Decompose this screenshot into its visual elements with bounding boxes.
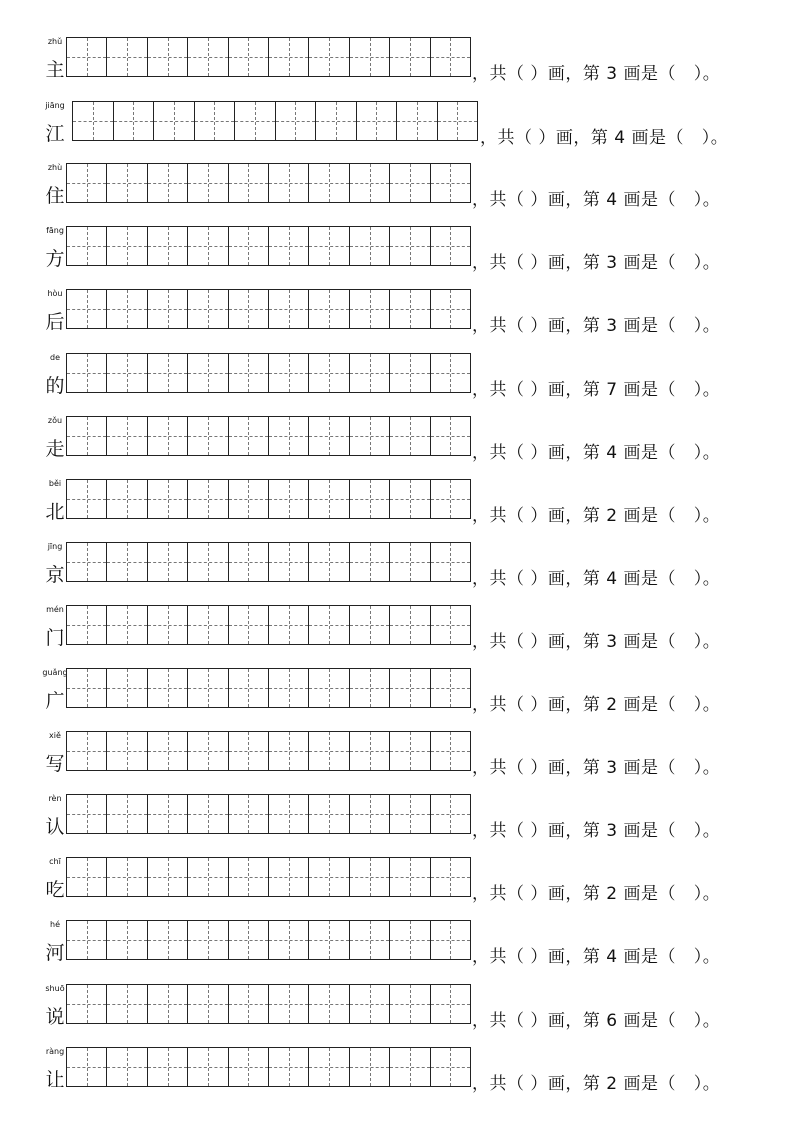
tian-grid-cell[interactable] <box>350 227 390 265</box>
tian-grid-cell[interactable] <box>269 858 309 896</box>
tian-grid-cell[interactable] <box>188 921 228 959</box>
tian-grid-cell[interactable] <box>269 795 309 833</box>
tian-grid-cell[interactable] <box>390 732 430 770</box>
hanzi-character: 门 <box>45 626 65 649</box>
tian-grid-cell[interactable] <box>390 227 430 265</box>
tian-grid-cell[interactable] <box>309 354 349 392</box>
tian-grid-cell[interactable] <box>316 102 357 140</box>
hanzi-character: 后 <box>45 311 65 334</box>
tian-grid-cell[interactable] <box>148 480 188 518</box>
tian-grid-cell[interactable] <box>67 543 107 581</box>
tian-grid-cell[interactable] <box>431 38 470 76</box>
tian-grid-cell[interactable] <box>229 858 269 896</box>
writing-grid <box>66 226 471 266</box>
pinyin-label: hòu <box>47 289 63 299</box>
tian-grid-cell[interactable] <box>148 164 188 202</box>
stroke-question: ，共（ ）画，第 2 画是（ ）。 <box>472 505 721 526</box>
tian-grid-cell[interactable] <box>229 543 269 581</box>
tian-grid-cell[interactable] <box>229 290 269 328</box>
tian-grid-cell[interactable] <box>269 417 309 455</box>
writing-grid <box>66 289 471 329</box>
tian-grid-cell[interactable] <box>188 858 228 896</box>
tian-grid-cell[interactable] <box>350 290 390 328</box>
tian-grid-cell[interactable] <box>188 290 228 328</box>
writing-grid <box>66 479 471 519</box>
tian-grid-cell[interactable] <box>148 543 188 581</box>
tian-grid-cell[interactable] <box>390 543 430 581</box>
tian-grid-cell[interactable] <box>309 543 349 581</box>
tian-grid-cell[interactable] <box>107 606 147 644</box>
practice-row <box>0 289 800 345</box>
tian-grid-cell[interactable] <box>107 1048 147 1086</box>
stroke-question: ，共（ ）画，第 7 画是（ ）。 <box>472 379 721 400</box>
tian-grid-cell[interactable] <box>431 354 470 392</box>
pinyin-label: běi <box>48 478 62 488</box>
writing-grid <box>66 1047 471 1087</box>
tian-grid-cell[interactable] <box>67 1048 107 1086</box>
pinyin-label: mén <box>46 604 64 614</box>
tian-grid-cell[interactable] <box>67 921 107 959</box>
tian-grid-cell[interactable] <box>107 417 147 455</box>
tian-grid-cell[interactable] <box>188 164 228 202</box>
tian-grid-cell[interactable] <box>390 921 430 959</box>
stroke-question: ，共（ ）画，第 3 画是（ ）。 <box>472 821 721 842</box>
tian-grid-cell[interactable] <box>350 921 390 959</box>
tian-grid-cell[interactable] <box>269 38 309 76</box>
practice-row <box>0 542 800 598</box>
writing-grid <box>66 37 471 77</box>
writing-grid <box>66 731 471 771</box>
tian-grid-cell[interactable] <box>148 732 188 770</box>
tian-grid-cell[interactable] <box>67 795 107 833</box>
stroke-question: ，共（ ）画，第 4 画是（ ）。 <box>472 190 721 211</box>
tian-grid-cell[interactable] <box>309 417 349 455</box>
tian-grid-cell[interactable] <box>269 921 309 959</box>
writing-grid <box>66 920 471 960</box>
tian-grid-cell[interactable] <box>107 354 147 392</box>
tian-grid-cell[interactable] <box>195 102 236 140</box>
practice-row <box>0 37 800 93</box>
tian-grid-cell[interactable] <box>350 732 390 770</box>
tian-grid-cell[interactable] <box>350 985 390 1023</box>
tian-grid-cell[interactable] <box>148 38 188 76</box>
pinyin-label: hé <box>50 920 60 930</box>
tian-grid-cell[interactable] <box>350 669 390 707</box>
stroke-question: ，共（ ）画，第 4 画是（ ）。 <box>472 568 721 589</box>
tian-grid-cell[interactable] <box>350 38 390 76</box>
stroke-question: ，共（ ）画，第 2 画是（ ）。 <box>472 695 721 715</box>
tian-grid-cell[interactable] <box>67 985 107 1023</box>
tian-grid-cell[interactable] <box>188 606 228 644</box>
tian-grid-cell[interactable] <box>67 858 107 896</box>
tian-grid-cell[interactable] <box>309 669 349 707</box>
stroke-question: ，共（ ）画，第 2 画是（ ）。 <box>472 884 721 905</box>
tian-grid-cell[interactable] <box>431 606 470 644</box>
practice-row <box>0 857 800 913</box>
tian-grid-cell[interactable] <box>148 858 188 896</box>
tian-grid-cell[interactable] <box>309 290 349 328</box>
tian-grid-cell[interactable] <box>229 480 269 518</box>
tian-grid-cell[interactable] <box>431 164 470 202</box>
stroke-question: ，共（ ）画，第 6 画是（ ）。 <box>472 1010 721 1031</box>
writing-grid <box>66 605 471 645</box>
hanzi-character: 走 <box>45 437 65 460</box>
hanzi-character: 的 <box>45 374 65 397</box>
tian-grid-cell[interactable] <box>107 543 147 581</box>
practice-row <box>0 101 800 157</box>
tian-grid-cell[interactable] <box>269 543 309 581</box>
tian-grid-cell[interactable] <box>269 606 309 644</box>
tian-grid-cell[interactable] <box>350 606 390 644</box>
tian-grid-cell[interactable] <box>431 543 470 581</box>
tian-grid-cell[interactable] <box>235 102 276 140</box>
stroke-question: ，共（ ）画，第 3 画是（ ）。 <box>472 64 721 84</box>
hanzi-character: 河 <box>45 942 65 965</box>
tian-grid-cell[interactable] <box>390 290 430 328</box>
tian-grid-cell[interactable] <box>431 669 470 707</box>
tian-grid-cell[interactable] <box>148 795 188 833</box>
tian-grid-cell[interactable] <box>431 227 470 265</box>
tian-grid-cell[interactable] <box>309 227 349 265</box>
tian-grid-cell[interactable] <box>188 227 228 265</box>
tian-grid-cell[interactable] <box>67 669 107 707</box>
tian-grid-cell[interactable] <box>431 985 470 1023</box>
tian-grid-cell[interactable] <box>350 354 390 392</box>
practice-row <box>0 920 800 976</box>
hanzi-character: 说 <box>45 1005 65 1028</box>
tian-grid-cell[interactable] <box>148 227 188 265</box>
tian-grid-cell[interactable] <box>269 290 309 328</box>
practice-row <box>0 416 800 472</box>
practice-row <box>0 605 800 661</box>
tian-grid-cell[interactable] <box>390 417 430 455</box>
tian-grid-cell[interactable] <box>154 102 195 140</box>
tian-grid-cell[interactable] <box>107 921 147 959</box>
tian-grid-cell[interactable] <box>431 732 470 770</box>
tian-grid-cell[interactable] <box>114 102 155 140</box>
tian-grid-cell[interactable] <box>390 480 430 518</box>
tian-grid-cell[interactable] <box>269 1048 309 1086</box>
tian-grid-cell[interactable] <box>431 480 470 518</box>
pinyin-label: xiě <box>49 731 61 741</box>
tian-grid-cell[interactable] <box>188 417 228 455</box>
tian-grid-cell[interactable] <box>229 732 269 770</box>
pinyin-label: jīng <box>47 541 63 551</box>
tian-grid-cell[interactable] <box>107 858 147 896</box>
tian-grid-cell[interactable] <box>107 480 147 518</box>
tian-grid-cell[interactable] <box>107 985 147 1023</box>
tian-grid-cell[interactable] <box>390 669 430 707</box>
stroke-question: ，共（ ）画，第 3 画是（ ）。 <box>472 758 721 779</box>
tian-grid-cell[interactable] <box>350 164 390 202</box>
stroke-question: ，共（ ）画，第 4 画是（ ）。 <box>472 442 721 463</box>
tian-grid-cell[interactable] <box>269 164 309 202</box>
pinyin-label: jiāng <box>45 101 65 111</box>
stroke-question: ，共（ ）画，第 4 画是（ ）。 <box>472 947 721 968</box>
tian-grid-cell[interactable] <box>350 858 390 896</box>
tian-grid-cell[interactable] <box>229 417 269 455</box>
tian-grid-cell[interactable] <box>229 669 269 707</box>
tian-grid-cell[interactable] <box>67 227 107 265</box>
tian-grid-cell[interactable] <box>269 669 309 707</box>
tian-grid-cell[interactable] <box>188 1048 228 1086</box>
practice-row <box>0 794 800 850</box>
hanzi-character: 吃 <box>45 879 65 902</box>
practice-row <box>0 353 800 409</box>
practice-row <box>0 479 800 535</box>
tian-grid-cell[interactable] <box>229 354 269 392</box>
tian-grid-cell[interactable] <box>148 921 188 959</box>
tian-grid-cell[interactable] <box>309 38 349 76</box>
tian-grid-cell[interactable] <box>350 480 390 518</box>
tian-grid-cell[interactable] <box>276 102 317 140</box>
tian-grid-cell[interactable] <box>350 417 390 455</box>
tian-grid-cell[interactable] <box>148 985 188 1023</box>
tian-grid-cell[interactable] <box>350 1048 390 1086</box>
tian-grid-cell[interactable] <box>188 38 228 76</box>
hanzi-character: 京 <box>45 563 65 586</box>
tian-grid-cell[interactable] <box>148 354 188 392</box>
tian-grid-cell[interactable] <box>67 606 107 644</box>
practice-row <box>0 1047 800 1103</box>
tian-grid-cell[interactable] <box>148 669 188 707</box>
tian-grid-cell[interactable] <box>107 732 147 770</box>
tian-grid-cell[interactable] <box>269 227 309 265</box>
tian-grid-cell[interactable] <box>107 164 147 202</box>
hanzi-character: 让 <box>45 1068 65 1091</box>
practice-row <box>0 984 800 1040</box>
tian-grid-cell[interactable] <box>431 1048 470 1086</box>
tian-grid-cell[interactable] <box>390 985 430 1023</box>
tian-grid-cell[interactable] <box>148 290 188 328</box>
writing-grid <box>66 857 471 897</box>
pinyin-label: rèn <box>48 794 62 804</box>
practice-row <box>0 731 800 787</box>
stroke-question: ，共（ ）画，第 4 画是（ ）。 <box>480 128 729 149</box>
tian-grid-cell[interactable] <box>390 1048 430 1086</box>
tian-grid-cell[interactable] <box>390 858 430 896</box>
tian-grid-cell[interactable] <box>269 985 309 1023</box>
tian-grid-cell[interactable] <box>350 543 390 581</box>
tian-grid-cell[interactable] <box>67 290 107 328</box>
tian-grid-cell[interactable] <box>269 732 309 770</box>
practice-row <box>0 668 800 724</box>
tian-grid-cell[interactable] <box>309 164 349 202</box>
tian-grid-cell[interactable] <box>67 164 107 202</box>
writing-grid <box>66 794 471 834</box>
tian-grid-cell[interactable] <box>67 354 107 392</box>
pinyin-label: fāng <box>46 226 64 236</box>
tian-grid-cell[interactable] <box>390 795 430 833</box>
tian-grid-cell[interactable] <box>431 795 470 833</box>
tian-grid-cell[interactable] <box>188 795 228 833</box>
tian-grid-cell[interactable] <box>390 354 430 392</box>
tian-grid-cell[interactable] <box>309 858 349 896</box>
pinyin-label: zhǔ <box>47 37 63 46</box>
tian-grid-cell[interactable] <box>107 795 147 833</box>
tian-grid-cell[interactable] <box>188 480 228 518</box>
pinyin-label: guǎng <box>42 668 68 677</box>
tian-grid-cell[interactable] <box>67 480 107 518</box>
tian-grid-cell[interactable] <box>390 606 430 644</box>
tian-grid-cell[interactable] <box>431 921 470 959</box>
tian-grid-cell[interactable] <box>107 669 147 707</box>
tian-grid-cell[interactable] <box>309 606 349 644</box>
pinyin-label: chī <box>49 857 61 867</box>
tian-grid-cell[interactable] <box>309 732 349 770</box>
hanzi-character: 主 <box>45 59 65 81</box>
tian-grid-cell[interactable] <box>67 38 107 76</box>
tian-grid-cell[interactable] <box>188 732 228 770</box>
writing-grid <box>66 668 471 708</box>
hanzi-character: 北 <box>45 500 65 523</box>
tian-grid-cell[interactable] <box>229 38 269 76</box>
pinyin-label: zǒu <box>47 415 63 425</box>
practice-row <box>0 226 800 282</box>
tian-grid-cell[interactable] <box>431 417 470 455</box>
tian-grid-cell[interactable] <box>73 102 114 140</box>
hanzi-character: 方 <box>45 248 65 271</box>
pinyin-label: ràng <box>45 1046 65 1056</box>
tian-grid-cell[interactable] <box>229 921 269 959</box>
tian-grid-cell[interactable] <box>309 795 349 833</box>
tian-grid-cell[interactable] <box>107 290 147 328</box>
pinyin-label: shuō <box>45 983 65 993</box>
tian-grid-cell[interactable] <box>229 164 269 202</box>
hanzi-character: 广 <box>45 690 65 712</box>
tian-grid-cell[interactable] <box>229 795 269 833</box>
practice-row <box>0 163 800 219</box>
tian-grid-cell[interactable] <box>188 543 228 581</box>
tian-grid-cell[interactable] <box>269 480 309 518</box>
tian-grid-cell[interactable] <box>229 227 269 265</box>
writing-grid <box>66 416 471 456</box>
pinyin-label: zhù <box>47 163 63 173</box>
hanzi-character: 江 <box>45 123 65 146</box>
tian-grid-cell[interactable] <box>148 417 188 455</box>
tian-grid-cell[interactable] <box>188 669 228 707</box>
tian-grid-cell[interactable] <box>67 732 107 770</box>
tian-grid-cell[interactable] <box>309 921 349 959</box>
tian-grid-cell[interactable] <box>390 164 430 202</box>
tian-grid-cell[interactable] <box>188 985 228 1023</box>
tian-grid-cell[interactable] <box>229 985 269 1023</box>
tian-grid-cell[interactable] <box>357 102 398 140</box>
tian-grid-cell[interactable] <box>431 290 470 328</box>
tian-grid-cell[interactable] <box>67 417 107 455</box>
tian-grid-cell[interactable] <box>229 606 269 644</box>
stroke-question: ，共（ ）画，第 2 画是（ ）。 <box>472 1073 721 1094</box>
stroke-question: ，共（ ）画，第 3 画是（ ）。 <box>472 316 721 337</box>
tian-grid-cell[interactable] <box>107 227 147 265</box>
tian-grid-cell[interactable] <box>390 38 430 76</box>
tian-grid-cell[interactable] <box>188 354 228 392</box>
tian-grid-cell[interactable] <box>438 102 478 140</box>
writing-grid <box>66 163 471 203</box>
hanzi-character: 写 <box>45 753 65 776</box>
writing-grid <box>66 984 471 1024</box>
tian-grid-cell[interactable] <box>309 480 349 518</box>
tian-grid-cell[interactable] <box>148 1048 188 1086</box>
tian-grid-cell[interactable] <box>309 985 349 1023</box>
tian-grid-cell[interactable] <box>397 102 438 140</box>
stroke-question: ，共（ ）画，第 3 画是（ ）。 <box>472 631 721 652</box>
tian-grid-cell[interactable] <box>431 858 470 896</box>
writing-grid <box>66 353 471 393</box>
tian-grid-cell[interactable] <box>309 1048 349 1086</box>
pinyin-label: de <box>50 352 60 362</box>
writing-grid <box>72 101 478 141</box>
hanzi-character: 住 <box>45 185 65 208</box>
writing-grid <box>66 542 471 582</box>
tian-grid-cell[interactable] <box>148 606 188 644</box>
stroke-question: ，共（ ）画，第 3 画是（ ）。 <box>472 253 721 274</box>
tian-grid-cell[interactable] <box>107 38 147 76</box>
tian-grid-cell[interactable] <box>350 795 390 833</box>
tian-grid-cell[interactable] <box>229 1048 269 1086</box>
tian-grid-cell[interactable] <box>269 354 309 392</box>
hanzi-character: 认 <box>45 816 65 839</box>
